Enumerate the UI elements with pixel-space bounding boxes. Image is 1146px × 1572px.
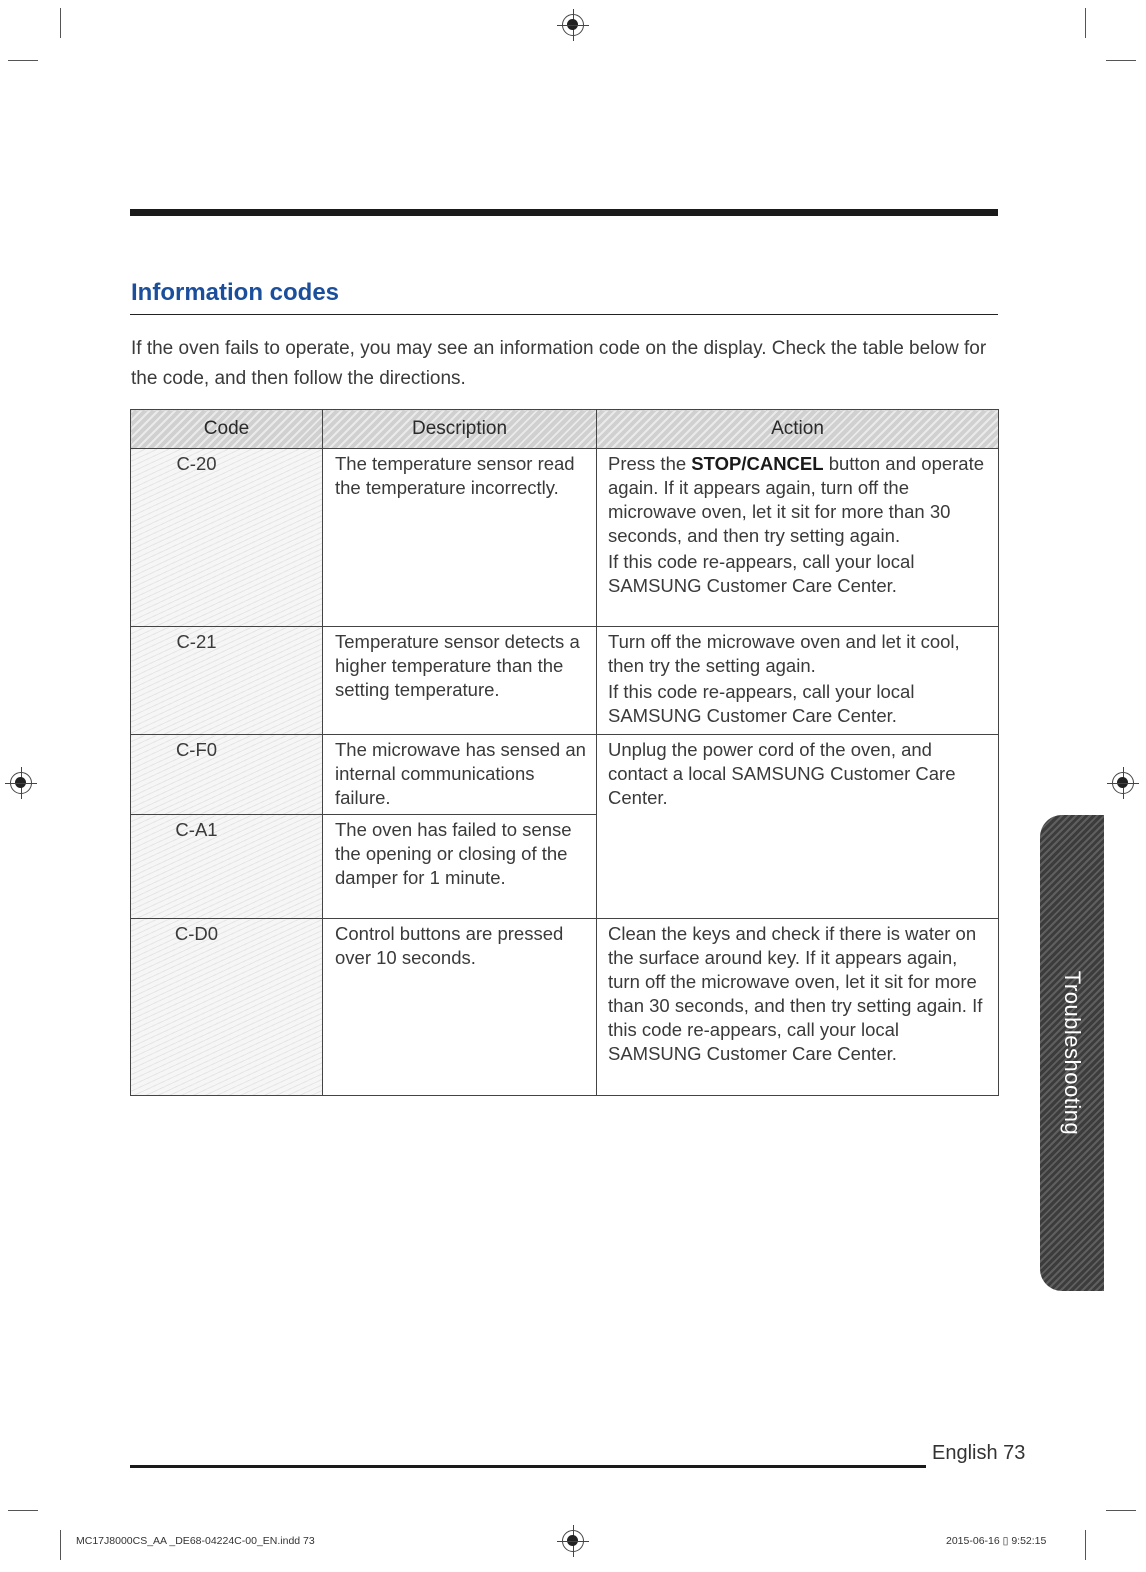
header-action: Action [597,410,999,449]
description-cell: Control buttons are pressed over 10 seconds. [323,919,597,1096]
crop-mark-bl-h [8,1510,38,1511]
action-extra-text: If this code re-appears, call your local SAMSUNG Customer Care Center. [608,681,915,726]
header-code: Code [131,410,323,449]
crop-mark-tr-h [1106,60,1136,61]
page-number-label: English 73 [932,1442,1026,1464]
crop-mark-tl-v [60,8,61,38]
action-cell-shared [597,735,999,919]
action-cell [597,627,999,735]
title-rule [130,314,998,315]
code-value: C-F0 [175,739,218,760]
timestamp-slug: 2015-06-16 ▯ 9:52:15 [946,1535,1047,1547]
action-text: Turn off the microwave oven and let it cool, then try the setting again. [608,631,960,676]
crop-mark-tr-v [1085,8,1086,38]
action-cell [597,919,999,1096]
description-cell: The temperature sensor read the temperature incorrectly. [323,449,597,627]
registration-mark-right-icon [1112,772,1134,794]
action-text-suffix: button and operate again. If it appears again, turn off the microwave oven, let it sit for more than 30 seconds, and then try setting again. [608,453,985,546]
description-cell: The microwave has sensed an internal communications failure. [323,735,597,815]
chapter-side-tab [1040,815,1104,1291]
crop-mark-br-v [1085,1530,1086,1560]
code-cell [131,919,323,1096]
table-row-c20 [131,449,999,627]
table-row-cf0 [131,735,999,815]
code-value: C-21 [176,631,217,652]
stop-cancel-label: STOP/CANCEL [691,453,824,474]
code-value: C-A1 [175,819,218,840]
code-cell [131,449,323,627]
description-cell: The oven has failed to sense the opening or closing of the damper for 1 minute. [323,815,597,919]
registration-mark-bottom-icon [562,1530,584,1552]
chapter-side-tab-label: Troubleshooting [1060,970,1085,1136]
action-extra-text: If this code re-appears, call your local SAMSUNG Customer Care Center. [608,551,915,596]
file-slug: MC17J8000CS_AA _DE68-04224C-00_EN.indd 73 [76,1535,315,1547]
action-cell [597,449,999,627]
code-cell [131,627,323,735]
code-cell [131,735,323,815]
action-text [608,452,990,548]
description-cell: Temperature sensor detects a higher temperature than the setting temperature. [323,627,597,735]
section-title: Information codes [131,279,340,306]
crop-mark-bl-v [60,1530,61,1560]
intro-paragraph: If the oven fails to operate, you may see an information code on the display. Check the table below for the code, and then follow the directions. [131,338,987,389]
action-text-prefix: Press the [608,453,692,474]
header-description: Description [323,410,597,449]
registration-mark-top-icon [562,14,584,36]
crop-mark-tl-h [8,60,38,61]
code-value: C-20 [176,453,217,474]
registration-mark-left-icon [10,772,32,794]
crop-mark-br-h [1106,1510,1136,1511]
table-header-row [131,410,999,449]
header-rule [130,209,998,216]
information-codes-table [130,409,999,1096]
table-row-c21 [131,627,999,735]
code-value: C-D0 [174,923,219,944]
footer-rule [130,1465,926,1468]
action-text: Clean the keys and check if there is water on the surface around key. If it appears again, turn off the microwave oven, let it sit for more than 30 seconds, and then try setting again. If this code re-appears, call your local SAMSUNG Customer Care Center. [608,923,983,1064]
code-cell [131,815,323,919]
table-row-cd0 [131,919,999,1096]
action-text: Unplug the power cord of the oven, and contact a local SAMSUNG Customer Care Center. [608,739,956,808]
